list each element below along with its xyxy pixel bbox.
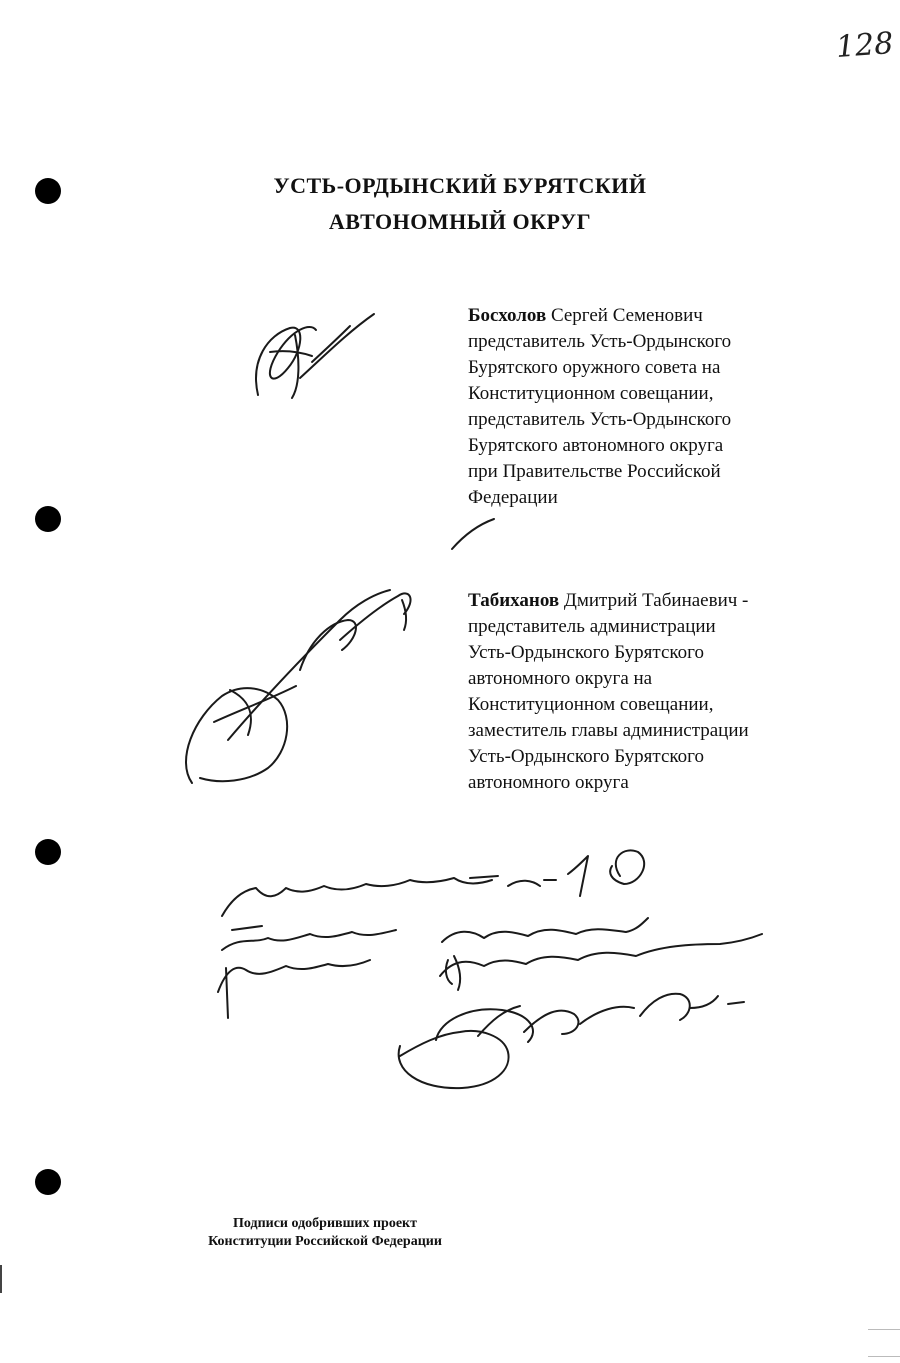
signatory-position-line: Усть-Ордынского Бурятского xyxy=(468,746,704,767)
signatory-position-line: Усть-Ордынского Бурятского xyxy=(468,642,704,663)
signature-2 xyxy=(186,590,411,783)
ink-stroke xyxy=(452,519,494,549)
signatory-position-line: автономного округа xyxy=(468,772,629,793)
header-line-2: АВТОНОМНЫЙ ОКРУГ xyxy=(328,209,592,234)
signatory-surname: Табиханов xyxy=(468,590,560,611)
signatory-position-line: Бурятского автономного округа xyxy=(468,435,724,456)
signatory-given-names: Дмитрий Табинаевич - xyxy=(563,590,749,611)
header-line-1: УСТЬ-ОРДЫНСКИЙ БУРЯТСКИЙ xyxy=(273,173,647,198)
footer-line-2: Конституции Российской Федерации xyxy=(208,1234,442,1249)
document-footer xyxy=(165,1215,485,1251)
footer-line-1: Подписи одобривших проект xyxy=(233,1216,417,1231)
signatory-position-line: представитель Усть-Ордынского xyxy=(468,331,732,352)
signature-3 xyxy=(399,994,744,1088)
signatory-position-line: представитель администрации xyxy=(468,616,716,637)
signatory-position-line: заместитель главы администрации xyxy=(468,720,749,741)
signatory-position-line: Федерации xyxy=(468,487,558,508)
signatory-surname: Босхолов xyxy=(468,305,547,326)
signatory-position-line: представитель Усть-Ордынского xyxy=(468,409,732,430)
signatory-position-line: автономного округа на xyxy=(468,668,653,689)
signatory-position-line: Бурятского оружного совета на xyxy=(468,357,721,378)
handwritten-note xyxy=(218,850,762,1018)
signatory-position-line: Конституционном совещании, xyxy=(468,694,714,715)
signatory-given-names: Сергей Семенович xyxy=(550,305,703,326)
signature-1 xyxy=(256,314,374,398)
page-number: 128 xyxy=(834,26,895,65)
signatory-position-line: при Правительстве Российской xyxy=(468,461,721,482)
signatory-position-line: Конституционном совещании, xyxy=(468,383,714,404)
